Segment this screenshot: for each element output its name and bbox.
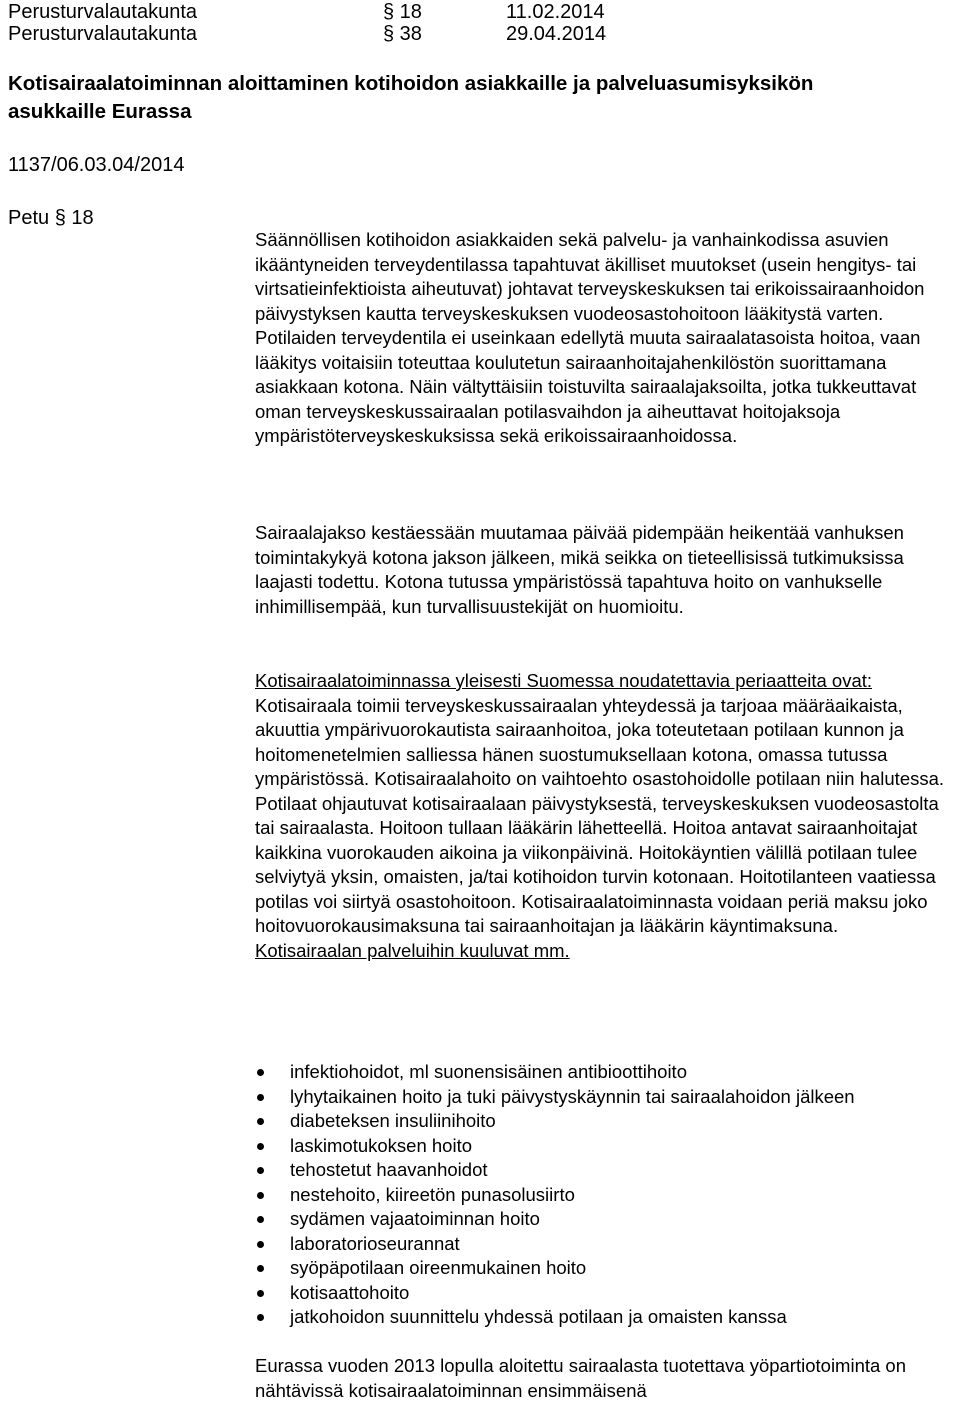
- list-item: laskimotukoksen hoito: [255, 1134, 960, 1159]
- list-item: infektiohoidot, ml suonensisäinen antibioottihoito: [255, 1060, 960, 1085]
- meeting-date: 29.04.2014: [506, 23, 607, 45]
- document-title-line-1: Kotisairaalatoiminnan aloittaminen kotihoidon asiakkaille ja palveluasumisyksikön: [8, 72, 814, 95]
- list-item: syöpäpotilaan oireenmukainen hoito: [255, 1256, 960, 1281]
- list-item: nestehoito, kiireetön punasolusiirto: [255, 1183, 960, 1208]
- section-label: Petu § 18: [8, 207, 94, 229]
- bullet-icon: [257, 1143, 264, 1150]
- paragraph-text: Eurassa vuoden 2013 lopulla aloitettu sairaalasta tuotettava yöpartiotoiminta on nähtävissä kotisairaalatoiminnan ensimmäisenä: [255, 1355, 907, 1401]
- bullet-icon: [257, 1094, 264, 1101]
- header-row-1: [8, 0, 197, 24]
- list-item: tehostetut haavanhoidot: [255, 1158, 960, 1183]
- paragraph-text: Sairaalajakso kestäessään muutamaa päivää pidempään heikentää vanhuksen toimintakykyä kotona jakson jälkeen, mikä seikka on tieteellisissä tutkimuksissa laajasti todettu. Kotona tutussa ympäristössä tapahtuva hoito on vanhukselle inhimillisempää, kun turvallisuustekijät on huomioitu.: [255, 522, 904, 617]
- principles-section: [255, 669, 960, 963]
- services-heading: Kotisairaalan palveluihin kuuluvat mm.: [255, 939, 570, 961]
- body-paragraph-4: [255, 1354, 960, 1403]
- principles-heading: Kotisairaalatoiminnassa yleisesti Suomessa noudatettavia periaatteita ovat:: [255, 670, 873, 691]
- committee-name: Perusturvalautakunta: [8, 23, 198, 45]
- header-row-2: [8, 22, 197, 46]
- document-title-line-2: asukkaille Eurassa: [8, 100, 192, 123]
- list-item: jatkohoidon suunnittelu yhdessä potilaan ja omaisten kanssa: [255, 1305, 960, 1330]
- services-list: [255, 1060, 960, 1330]
- paragraph-text: Säännöllisen kotihoidon asiakkaiden sekä palvelu- ja vanhainkodissa asuvien ikääntyneiden terveydentilassa tapahtuvat äkilliset muutokset (usein hengitys- tai virtsatieinfektioista aiheutuvat) johtavat terveyskeskuksen tai erikoissairaanhoidon päivystyksen kautta terveyskeskuksen vuodeosastohoitoon lääkitystä varten. Potilaiden terveydentila ei useinkaan edellytä muuta sairaalatasoista hoitoa, vaan lääkitys voitaisiin toteuttaa koulutetun sairaanhoitajahenkilöstön suorittamana asiakkaan kotona. Näin vältyttäisiin toistuvilta sairaalajaksoilta, jotka tukkeuttavat oman terveyskeskussairaalan potilasvaihdon ja aiheuttavat hoitojaksoja ympäristöterveyskeskuksissa sekä erikoissairaanhoidossa.: [255, 229, 925, 446]
- bullet-icon: [257, 1241, 264, 1248]
- committee-name: Perusturvalautakunta: [8, 1, 198, 23]
- reference-number: 1137/06.03.04/2014: [8, 154, 185, 176]
- bullet-icon: [257, 1167, 264, 1174]
- body-paragraph-1: [255, 228, 960, 449]
- meeting-date: 11.02.2014: [506, 1, 605, 23]
- list-item: kotisaattohoito: [255, 1281, 960, 1306]
- bullet-icon: [257, 1069, 264, 1076]
- section-number: § 18: [383, 1, 422, 23]
- list-item: diabeteksen insuliinihoito: [255, 1109, 960, 1134]
- services-list-container: [255, 1060, 960, 1330]
- body-paragraph-2: [255, 521, 960, 619]
- list-item: laboratorioseurannat: [255, 1232, 960, 1257]
- bullet-icon: [257, 1192, 264, 1199]
- bullet-icon: [257, 1290, 264, 1297]
- section-number: § 38: [383, 23, 422, 45]
- bullet-icon: [257, 1118, 264, 1125]
- bullet-icon: [257, 1265, 264, 1272]
- list-item: lyhytaikainen hoito ja tuki päivystyskäynnin tai sairaalahoidon jälkeen: [255, 1085, 960, 1110]
- bullet-icon: [257, 1314, 264, 1321]
- bullet-icon: [257, 1216, 264, 1223]
- list-item: sydämen vajaatoiminnan hoito: [255, 1207, 960, 1232]
- principles-text: Kotisairaala toimii terveyskeskussairaalan yhteydessä ja tarjoaa määräaikaista, akuuttia ympärivuorokautista sairaanhoitoa, joka toteutetaan potilaan kunnon ja hoitomenetelmien salliessa hänen suostumuksellaan kotona, omassa tutussa ympäristössä. Kotisairaalahoito on vaihtoehto osastohoidolle potilaan niin halutessa. Potilaat ohjautuvat kotisairaalaan päivystyksestä, terveyskeskuksen vuodeosastolta tai sairaalasta. Hoitoon tullaan lääkärin lähetteellä. Hoitoa antavat sairaanhoitajat kaikkina vuorokauden aikoina ja viikonpäivinä. Hoitokäyntien välillä potilaan tulee selviytyä yksin, omaisten, ja/tai kotihoidon turvin kotonaan. Hoitotilanteen vaatiessa potilas voi siirtyä osastohoitoon. Kotisairaalatoiminnasta voidaan periä maksu joko hoitovuorokausimaksuna tai sairaanhoitajan ja lääkärin käyntimaksuna.: [255, 694, 945, 936]
